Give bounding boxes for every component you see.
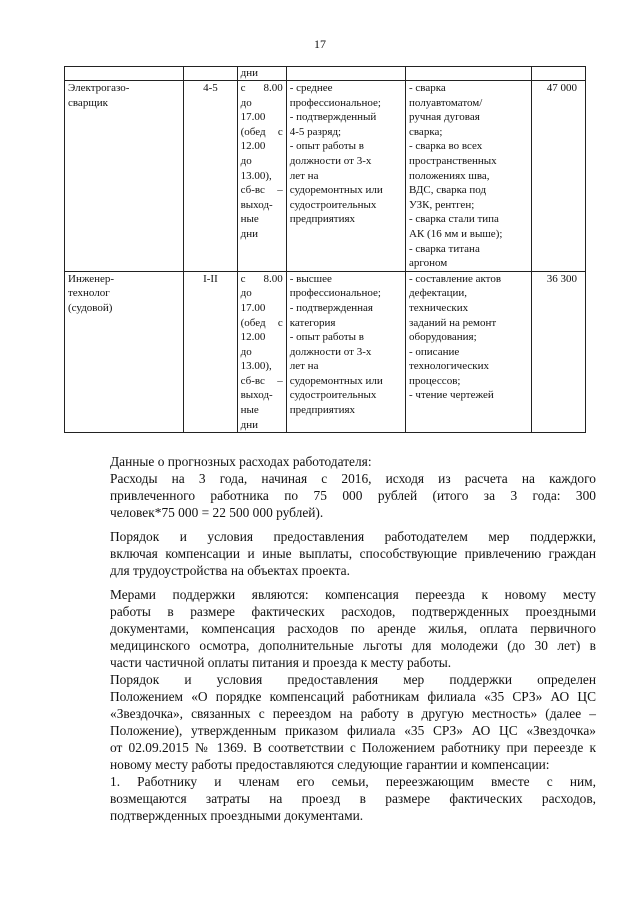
- paragraph-expenses-heading: Данные о прогнозных расходах работодателя:: [110, 454, 372, 469]
- duties-cell: - сварка полуавтоматом/ ручная дуговая сварка; - сварка во всех пространственных положениях шва, ВДС, сварка под УЗК, рентген; - сварка стали типа АК (16 мм и выше); - сварка титана аргоном: [406, 81, 532, 272]
- duties-cell: - составление актов дефектации, технических заданий на ремонт оборудования; - описание технологических процессов; - чтение чертежей: [406, 271, 532, 433]
- table-continuation-row: [65, 67, 586, 81]
- table-cell: [65, 67, 184, 81]
- salary-cell: 47 000: [531, 81, 585, 272]
- table-cell: [531, 67, 585, 81]
- position-cell: Инженер- технолог (судовой): [65, 271, 184, 433]
- grade-cell: 4-5: [184, 81, 237, 272]
- schedule-cell: с 8.00 до 17.00 (обед с 12.00 до 13.00), сб-вс – выход- ные дни: [237, 81, 286, 272]
- requirements-cell: - высшее профессиональное; - подтвержденная категория - опыт работы в должности от 3-х лет на судоремонтных или судостроительных предприятиях: [286, 271, 405, 433]
- table-cell: [406, 67, 532, 81]
- paragraph-expenses: Расходы на 3 года, начиная с 2016, исходя из расчета на каждого привлеченного работника по 75 000 рублей (итого за 3 года: 300 человек*75 000 = 22 500 000 рублей).: [110, 471, 596, 520]
- paragraph-support-procedure: Порядок и условия предоставления работодателем мер поддержки, включая компенсации и иные выплаты, способствующие привлечению граждан для трудоустройства на объектах проекта.: [110, 529, 596, 578]
- table-row: [65, 271, 586, 433]
- paragraph-regulation: Порядок и условия предоставления мер поддержки определен Положением «О порядке компенсаций работникам филиала «35 СРЗ» АО ЦС «Звездочка», связанных с переездом на работу в другую местность» (далее – Положение), утвержденным приказом филиала «35 СРЗ» АО ЦС «Звездочка» от 02.09.2015 № 1369. В соответствии с Положением работнику при переезде к новому месту работы предоставляются следующие гарантии и компенсации:: [110, 672, 596, 772]
- table-cell-schedule: дни: [237, 67, 286, 81]
- salary-cell: 36 300: [531, 271, 585, 433]
- paragraph-support-measures: Мерами поддержки являются: компенсация переезда к новому месту работы в размере фактических расходов, подтвержденных проездными документами, компенсация расходов по аренде жилья, оплата первичного медицинского осмотра, дополнительные льготы для молодежи (до 30 лет) в части частичной оплаты питания и проезда к месту работы.: [110, 587, 596, 670]
- table-cell: [184, 67, 237, 81]
- table-cell: [286, 67, 405, 81]
- table-row: [65, 81, 586, 272]
- position-cell: Электрогазо- сварщик: [65, 81, 184, 272]
- page-number: 17: [314, 37, 326, 51]
- requirements-cell: - среднее профессиональное; - подтвержденный 4-5 разряд; - опыт работы в должности от 3-х лет на судоремонтных или судостроительных предприятиях: [286, 81, 405, 272]
- grade-cell: I-II: [184, 271, 237, 433]
- vacancies-table: [64, 66, 586, 433]
- paragraph-item-1: 1. Работнику и членам его семьи, переезжающим вместе с ним, возмещаются затраты на проезд в размере фактических расходов, подтвержденных проездными документами.: [110, 774, 596, 823]
- schedule-cell: с 8.00 до 17.00 (обед с 12.00 до 13.00), сб-вс – выход- ные дни: [237, 271, 286, 433]
- document-body: [72, 453, 596, 824]
